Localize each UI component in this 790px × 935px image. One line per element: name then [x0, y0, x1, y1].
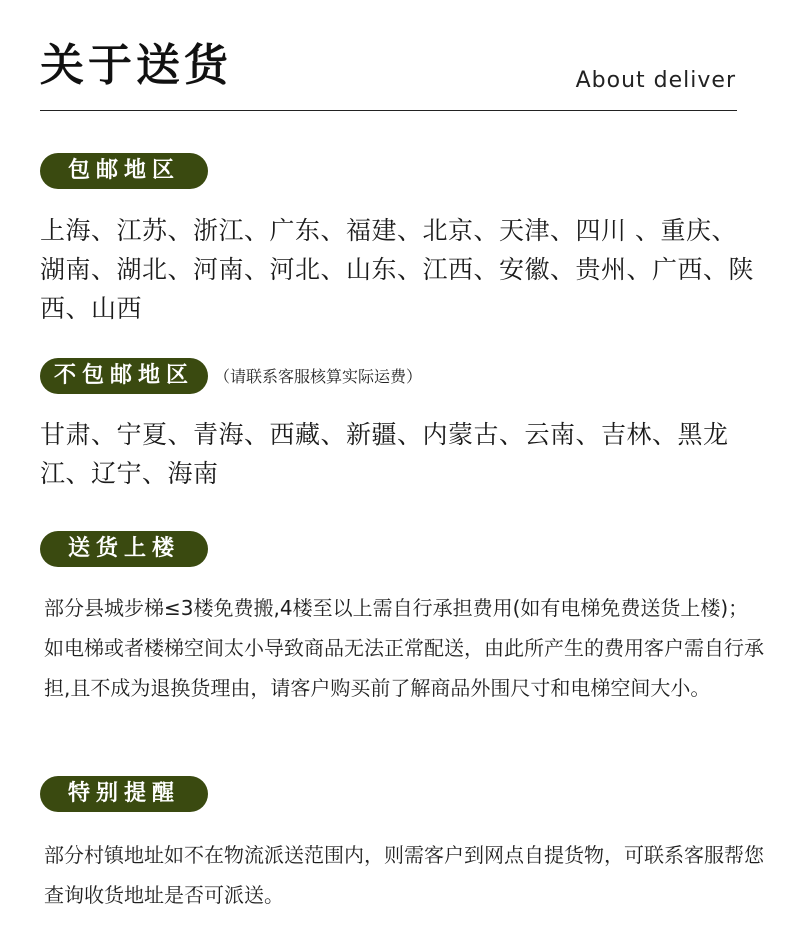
non-free-shipping-badge: 不包邮地区 [40, 358, 208, 394]
special-reminder-text: 部分村镇地址如不在物流派送范围内，则需客户到网点自提货物，可联系客服帮您查询收货地址是否可派送。 [44, 843, 764, 907]
page-subtitle: About deliver [575, 68, 736, 93]
upstairs-delivery-badge: 送货上楼 [40, 531, 208, 567]
upstairs-delivery-text: 部分县城步梯≤3楼免费搬,4楼至以上需自行承担费用(如有电梯免费送货上楼)；如电梯或者楼梯空间太小导致商品无法正常配送，由此所产生的费用客户需自行承担,且不成为退换货理由，请客户购买前了解商品外围尺寸和电梯空间大小。 [44, 596, 764, 700]
non-free-shipping-note: （请联系客服核算实际运费） [214, 367, 423, 386]
free-shipping-badge: 包邮地区 [40, 153, 208, 189]
special-reminder-badge: 特别提醒 [40, 776, 208, 812]
page-title: 关于送货 [40, 40, 232, 91]
header-divider [40, 110, 737, 111]
non-free-shipping-regions: 甘肃、宁夏、青海、西藏、新疆、内蒙古、云南、吉林、黑龙江、辽宁、海南 [40, 420, 729, 488]
free-shipping-regions: 上海、江苏、浙江、广东、福建、北京、天津、四川 、重庆、湖南、湖北、河南、河北、山东、江西、安徽、贵州、广西、陕西、山西 [40, 216, 755, 323]
